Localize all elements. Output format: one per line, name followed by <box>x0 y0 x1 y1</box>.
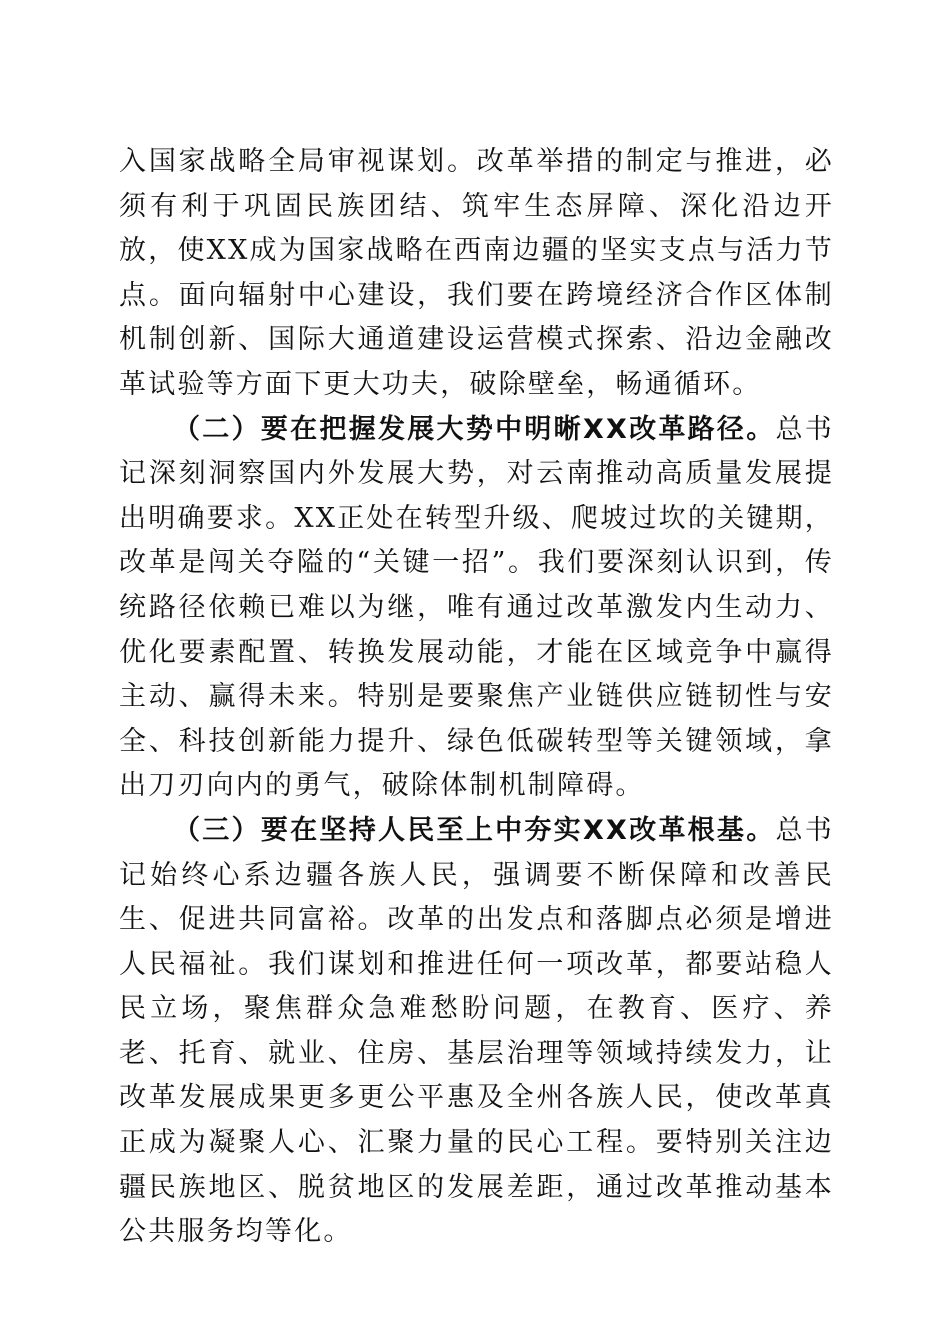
section-heading-2: （二）要在把握发展大势中明晰XX改革路径。 <box>173 413 776 445</box>
paragraph-section-2 <box>119 408 834 809</box>
paragraph-body: 总书记始终心系边疆各族人民，强调要不断保障和改善民生、促进共同富裕。改革的出发点和落脚点必须是增进人民福祉。我们谋划和推进任何一项改革，都要站稳人民立场，聚焦群众急难愁盼问题，在教育、医疗、养老、托育、就业、住房、基层治理等领域持续发力，让改革发展成果更多更公平惠及全州各族人民，使改革真正成为凝聚人心、汇聚力量的民心工程。要特别关注边疆民族地区、脱贫地区的发展差距，通过改革推动基本公共服务均等化。 <box>119 814 834 1248</box>
paragraph-continuation <box>119 140 834 408</box>
paragraph-section-3 <box>119 809 834 1255</box>
paragraph-body: 入国家战略全局审视谋划。改革举措的制定与推进，必须有利于巩固民族团结、筑牢生态屏障、深化沿边开放，使XX成为国家战略在西南边疆的坚实支点与活力节点。面向辐射中心建设，我们要在跨境经济合作区体制机制创新、国际大通道建设运营模式探索、沿边金融改革试验等方面下更大功夫，破除壁垒，畅通循环。 <box>119 146 834 400</box>
section-heading-3: （三）要在坚持人民至上中夯实XX改革根基。 <box>173 814 776 846</box>
paragraph-body: 总书记深刻洞察国内外发展大势，对云南推动高质量发展提出明确要求。XX正处在转型升级、爬坡过坎的关键期，改革是闯关夺隘的“关键一招”。我们要深刻认识到，传统路径依赖已难以为继，唯有通过改革激发内生动力、优化要素配置、转换发展动能，才能在区域竞争中赢得主动、赢得未来。特别是要聚焦产业链供应链韧性与安全、科技创新能力提升、绿色低碳转型等关键领域，拿出刀刃向内的勇气，破除体制机制障碍。 <box>119 413 834 802</box>
document-body <box>119 140 834 1255</box>
